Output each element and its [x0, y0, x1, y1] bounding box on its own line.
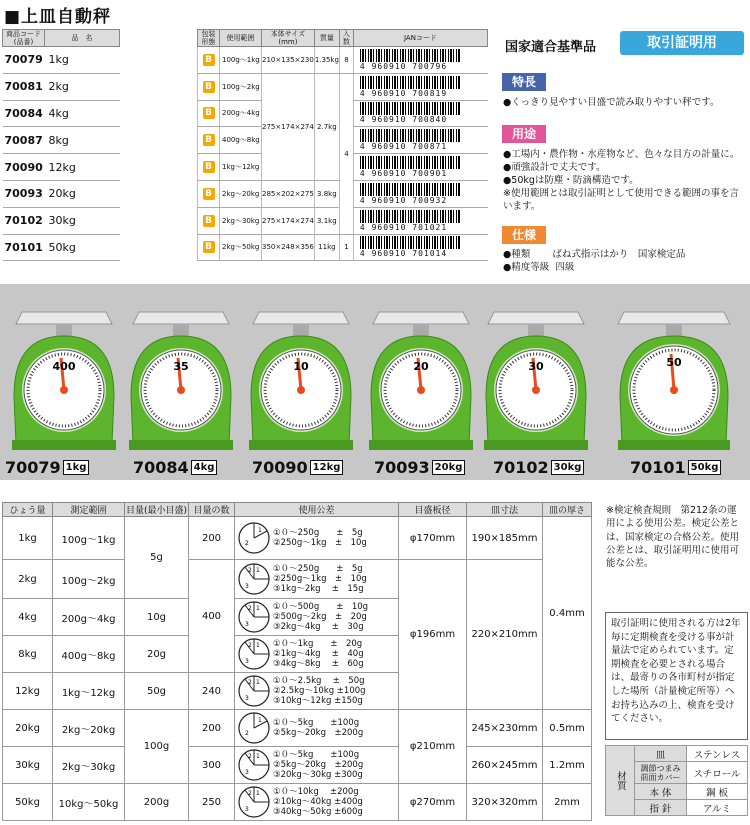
capacity: 4kg [3, 599, 53, 636]
division-count: 240 [189, 673, 235, 710]
division-count: 200 [189, 517, 235, 560]
measure-range: 400g〜8kg [53, 636, 125, 673]
tolerance-line: ②250g〜1kg ± 10g [273, 574, 367, 584]
material-value: アルミ [687, 800, 748, 816]
product-name: 4kg [45, 100, 120, 127]
tolerance-row [3, 710, 592, 747]
product-name: 8kg [45, 127, 120, 154]
col-measure-range: 測定範囲 [53, 503, 125, 517]
tolerance-line: ①０〜500g ± 10g [273, 602, 369, 612]
box-icon: B [203, 134, 215, 146]
tolerance [235, 636, 399, 673]
jan-prefix: 4 [359, 195, 366, 205]
product-row [3, 154, 120, 181]
tolerance-line: ③1kg〜2kg ± 15g [273, 584, 364, 594]
spec-value: ばね式指示はかり 国家検定品 [552, 249, 686, 260]
features-tag: 特長 [502, 73, 546, 91]
package-cell [198, 127, 220, 154]
tolerance-line: ②5kg〜20kg ±200g [273, 728, 364, 738]
tolerance-line: ②1kg〜4kg ± 40g [273, 649, 364, 659]
product-code: 70102 [3, 207, 45, 234]
jan-number: 960910 701014 [371, 249, 448, 259]
dial-diameter: φ170mm [399, 517, 467, 560]
jan-number: 960910 700840 [371, 115, 448, 125]
tolerance [235, 517, 399, 560]
box-icon: B [203, 54, 215, 66]
jan-code [353, 234, 487, 261]
material-value: スチロール [687, 762, 748, 784]
materials-label: 材質 [606, 746, 635, 816]
tolerance-zone-icon [237, 674, 271, 708]
usage-line: ● 頑強設計で丈夫です。 [503, 161, 748, 174]
svg-text:2: 2 [248, 790, 252, 797]
capacity: 12kg [3, 673, 53, 710]
col-pan-size: 皿寸法 [467, 503, 543, 517]
scale-image [365, 294, 477, 454]
product-name: 1kg [45, 47, 120, 74]
box-icon: B [203, 107, 215, 119]
svg-text:1: 1 [256, 567, 260, 574]
product-name: 30kg [45, 207, 120, 234]
package-cell [198, 180, 220, 207]
tolerance-row [3, 747, 592, 784]
use-range: 2kg〜50kg [220, 234, 262, 261]
barcode-icon [360, 183, 460, 196]
col-package: 包装 形態 [198, 30, 220, 47]
product-name: 20kg [45, 180, 120, 207]
package-cell [198, 73, 220, 100]
col-name: 品 名 [45, 30, 120, 47]
pan-thickness: 2mm [543, 784, 592, 821]
tolerance [235, 560, 399, 599]
use-range: 200g〜4kg [220, 100, 262, 127]
division: 50g [125, 673, 189, 710]
dial-diameter: φ270mm [399, 784, 467, 821]
capacity: 8kg [3, 636, 53, 673]
model-number: 70079 [5, 458, 61, 477]
barcode-icon [360, 156, 460, 169]
product-table [2, 29, 120, 261]
tolerance-line: ③20kg〜30kg ±300g [273, 770, 363, 780]
tolerance-table [2, 502, 592, 821]
barcode-icon [360, 236, 460, 249]
box-icon: B [203, 215, 215, 227]
svg-text:3: 3 [245, 583, 249, 590]
tolerance [235, 710, 399, 747]
tolerance-zone-icon [237, 748, 271, 782]
model-number: 70101 [630, 458, 686, 477]
jan-number: 960910 700901 [371, 169, 448, 179]
product-code: 70101 [3, 234, 45, 261]
features-text [503, 96, 748, 109]
svg-text:3: 3 [245, 621, 249, 628]
svg-text:3: 3 [245, 769, 249, 776]
tolerance-row [3, 517, 592, 560]
feature-line: ● くっきり見やすい目盛で読み取りやすい秤です。 [503, 96, 748, 109]
svg-text:1: 1 [256, 679, 260, 686]
quantity: 4 [339, 73, 353, 234]
body-size: 275×174×274 [262, 73, 315, 180]
inspection-note: 取引証明に使用される方は2年毎に定期検査を受ける事が計量法で定められています。定期検査を必要とされる場合は、最寄りの各市町村が指定した場所（計量検定所等）へお持ち込みの上、検査を受けてください。 [605, 612, 748, 740]
svg-text:1: 1 [256, 790, 260, 797]
product-code: 70093 [3, 180, 45, 207]
tolerance-line: ②250g〜1kg ± 10g [273, 538, 367, 548]
usage-tag: 用途 [502, 125, 546, 143]
jan-prefix: 4 [359, 142, 366, 152]
product-code: 70079 [3, 47, 45, 74]
spec-row [198, 73, 488, 100]
mass: 2.7kg [314, 73, 339, 180]
division-count: 300 [189, 747, 235, 784]
model-number: 70084 [133, 458, 189, 477]
col-mass: 質量 [314, 30, 339, 47]
model-label [133, 458, 217, 477]
mass: 3.8kg [314, 180, 339, 207]
pan-thickness: 0.5mm [543, 710, 592, 747]
capacity-badge: 4kg [191, 460, 218, 475]
tolerance-line: ①０〜1kg ± 20g [273, 639, 363, 649]
capacity-badge: 50kg [688, 460, 722, 475]
division-count: 250 [189, 784, 235, 821]
capacity-badge: 30kg [551, 460, 585, 475]
package-cell [198, 154, 220, 181]
package-cell [198, 100, 220, 127]
dial-number: 30 [528, 360, 544, 373]
jan-code [353, 100, 487, 127]
jan-code [353, 154, 487, 181]
tolerance-zone-icon [237, 600, 271, 634]
product-row [3, 100, 120, 127]
svg-text:1: 1 [256, 753, 260, 760]
box-icon: B [203, 161, 215, 173]
pan-thickness: 1.2mm [543, 747, 592, 784]
product-code: 70090 [3, 154, 45, 181]
body-size: 350×248×356 [262, 234, 315, 261]
tolerance-line: ①０〜5kg ±100g [273, 718, 360, 728]
svg-text:1: 1 [256, 642, 260, 649]
col-pan-thickness: 皿の厚さ [543, 503, 592, 517]
dial-diameter: φ210mm [399, 710, 467, 784]
pan-size: 245×230mm [467, 710, 543, 747]
product-code: 70081 [3, 73, 45, 100]
capacity-badge: 20kg [432, 460, 466, 475]
tolerance-note: ※検定検査規則 第212条の運用による使用公差。検定公差とは、国家検定の合格公差。使用公差とは、取引証明用に使用可能な公差。 [606, 505, 740, 570]
quantity: 1 [339, 234, 353, 261]
measure-range: 2kg〜20kg [53, 710, 125, 747]
jan-prefix: 4 [359, 222, 366, 232]
page-title: ■上皿自動秤 [4, 7, 112, 27]
tolerance-row [3, 784, 592, 821]
tolerance [235, 747, 399, 784]
material-key: 本 体 [635, 784, 687, 800]
dial-number: 10 [293, 360, 309, 373]
product-code: 70084 [3, 100, 45, 127]
jan-number: 960910 700932 [371, 195, 448, 205]
dial-number: 20 [413, 360, 429, 373]
jan-number: 960910 700796 [371, 61, 448, 71]
jan-prefix: 4 [359, 115, 366, 125]
tolerance-line: ①０〜250g ± 5g [273, 528, 363, 538]
box-icon: B [203, 241, 215, 253]
jan-prefix: 4 [359, 88, 366, 98]
capacity: 20kg [3, 710, 53, 747]
svg-text:1: 1 [256, 605, 260, 612]
division: 10g [125, 599, 189, 636]
model-label [630, 458, 721, 477]
svg-text:2: 2 [245, 730, 249, 737]
capacity: 50kg [3, 784, 53, 821]
product-row [3, 234, 120, 261]
svg-text:3: 3 [245, 658, 249, 665]
material-value: 鋼 板 [687, 784, 748, 800]
jan-number: 960910 701021 [371, 222, 448, 232]
col-jan: JANコード [353, 30, 487, 47]
jan-number: 960910 700871 [371, 142, 448, 152]
material-value: ステンレス [687, 746, 748, 762]
division: 200g [125, 784, 189, 821]
tolerance [235, 599, 399, 636]
col-size: 本体サイズ (mm) [262, 30, 315, 47]
product-row [3, 47, 120, 74]
col-range: 使用範囲 [220, 30, 262, 47]
product-row [3, 207, 120, 234]
tolerance-zone-icon [237, 711, 271, 745]
material-key: 皿 [635, 746, 687, 762]
division-count: 200 [189, 710, 235, 747]
barcode-icon [360, 102, 460, 115]
use-range: 100g〜2kg [220, 73, 262, 100]
product-name: 2kg [45, 73, 120, 100]
measure-range: 100g〜1kg [53, 517, 125, 560]
capacity: 1kg [3, 517, 53, 560]
model-label [374, 458, 465, 477]
tolerance [235, 784, 399, 821]
model-number: 70090 [252, 458, 308, 477]
pan-size: 220×210mm [467, 560, 543, 710]
material-key: 指 針 [635, 800, 687, 816]
product-row [3, 180, 120, 207]
box-icon: B [203, 188, 215, 200]
mass: 3.1kg [314, 207, 339, 234]
product-name: 12kg [45, 154, 120, 181]
box-icon: B [203, 81, 215, 93]
measure-range: 200g〜4kg [53, 599, 125, 636]
col-code: 商品コード (品番) [3, 30, 45, 47]
model-label [493, 458, 584, 477]
svg-text:2: 2 [248, 642, 252, 649]
measure-range: 100g〜2kg [53, 560, 125, 599]
scale-image [125, 294, 237, 454]
measure-range: 1kg〜12kg [53, 673, 125, 710]
standard-label: 国家適合基準品 [505, 40, 597, 55]
jan-code [353, 47, 487, 74]
capacity-badge: 12kg [310, 460, 344, 475]
col-division: 目量(最小目盛) [125, 503, 189, 517]
model-number: 70102 [493, 458, 549, 477]
svg-text:3: 3 [245, 806, 249, 813]
tolerance-line: ①０〜250g ± 5g [273, 564, 363, 574]
tolerance-line: ②5kg〜20kg ±200g [273, 760, 364, 770]
division-count: 400 [189, 560, 235, 673]
col-tolerance: 使用公差 [235, 503, 399, 517]
col-dial-diameter: 目盛板径 [399, 503, 467, 517]
dial-diameter: φ196mm [399, 560, 467, 710]
spec-table [197, 29, 488, 261]
model-label [252, 458, 343, 477]
barcode-icon [360, 76, 460, 89]
usage-line: ● 工場内・農作物・水産物など、色々な目方の計量に。 [503, 148, 748, 161]
tolerance-line: ①０〜10kg ±200g [273, 787, 359, 797]
scale-image [610, 294, 738, 454]
pan-thickness: 0.4mm [543, 517, 592, 710]
jan-code [353, 73, 487, 100]
svg-text:1: 1 [258, 527, 262, 534]
use-range: 1kg〜12kg [220, 154, 262, 181]
pan-size: 320×320mm [467, 784, 543, 821]
certification-badge: 取引証明用 [620, 31, 744, 55]
product-name: 50kg [45, 234, 120, 261]
package-cell [198, 207, 220, 234]
use-range: 2kg〜30kg [220, 207, 262, 234]
tolerance-line: ③2kg〜4kg ± 30g [273, 622, 364, 632]
jan-code [353, 180, 487, 207]
tolerance-line: ③10kg〜12kg ±150g [273, 696, 363, 706]
jan-prefix: 4 [359, 61, 366, 71]
tolerance-line: ③4kg〜8kg ± 60g [273, 659, 364, 669]
tolerance-zone-icon [237, 521, 271, 555]
tolerance-line: ②500g〜2kg ± 20g [273, 612, 367, 622]
tolerance-zone-icon [237, 637, 271, 671]
jan-prefix: 4 [359, 169, 366, 179]
mass: 1.35kg [314, 47, 339, 74]
usage-note: ※使用範囲とは取引証明として使用できる範囲の事を言います。 [503, 188, 739, 212]
tolerance-zone-icon [237, 785, 271, 819]
capacity: 2kg [3, 560, 53, 599]
spec-key: ● 精度等級 [503, 262, 549, 273]
scale-image [245, 294, 357, 454]
barcode-icon [360, 49, 460, 62]
model-label [5, 458, 89, 477]
product-row [3, 127, 120, 154]
tolerance-line: ①０〜5kg ±100g [273, 750, 360, 760]
tolerance-line: ②2.5kg〜10kg ±100g [273, 686, 366, 696]
specs-tag: 仕様 [502, 226, 546, 244]
spec-row [198, 234, 488, 261]
barcode-icon [360, 129, 460, 142]
tolerance-row [3, 560, 592, 599]
dial-number: 35 [173, 360, 189, 373]
materials-table [605, 745, 748, 816]
package-cell [198, 234, 220, 261]
dial-number: 400 [52, 360, 76, 373]
body-size: 285×202×275 [262, 180, 315, 207]
quantity: 8 [339, 47, 353, 74]
scale-image [480, 294, 592, 454]
spec-key: ● 種類 [503, 249, 530, 260]
pan-size: 190×185mm [467, 517, 543, 560]
mass: 11kg [314, 234, 339, 261]
body-size: 275×174×274 [262, 207, 315, 234]
barcode-icon [360, 210, 460, 223]
jan-code [353, 207, 487, 234]
col-division-count: 目量の数 [189, 503, 235, 517]
tolerance-line: ②10kg〜40kg ±400g [273, 797, 363, 807]
spec-row [198, 47, 488, 74]
material-key: 調節つまみ 前面カバー [635, 762, 687, 784]
jan-prefix: 4 [359, 249, 366, 259]
product-row [3, 73, 120, 100]
svg-text:2: 2 [248, 605, 252, 612]
tolerance-zone-icon [237, 562, 271, 596]
measure-range: 10kg〜50kg [53, 784, 125, 821]
pan-size: 260×245mm [467, 747, 543, 784]
division: 100g [125, 710, 189, 784]
usage-line: ● 50kgは防塵・防滴構造です。 [503, 174, 748, 187]
svg-text:2: 2 [245, 540, 249, 547]
usage-text [503, 148, 748, 213]
division: 5g [125, 517, 189, 599]
svg-text:1: 1 [258, 717, 262, 724]
col-capacity: ひょう量 [3, 503, 53, 517]
col-qty: 入数 [339, 30, 353, 47]
specs-text [503, 248, 748, 274]
use-range: 100g〜1kg [220, 47, 262, 74]
jan-number: 960910 700819 [371, 88, 448, 98]
dial-number: 50 [666, 356, 682, 369]
tolerance-line: ③40kg〜50kg ±600g [273, 807, 363, 817]
svg-text:2: 2 [248, 753, 252, 760]
use-range: 2kg〜20kg [220, 180, 262, 207]
body-size: 210×135×230 [262, 47, 315, 74]
package-cell [198, 47, 220, 74]
tolerance [235, 673, 399, 710]
capacity: 30kg [3, 747, 53, 784]
division: 20g [125, 636, 189, 673]
model-number: 70093 [374, 458, 430, 477]
scale-image [8, 294, 120, 454]
jan-code [353, 127, 487, 154]
measure-range: 2kg〜30kg [53, 747, 125, 784]
tolerance-line: ①０〜2.5kg ± 50g [273, 676, 365, 686]
spec-value: 四級 [555, 262, 575, 273]
svg-text:3: 3 [245, 695, 249, 702]
product-code: 70087 [3, 127, 45, 154]
svg-text:2: 2 [248, 567, 252, 574]
capacity-badge: 1kg [63, 460, 90, 475]
use-range: 400g〜8kg [220, 127, 262, 154]
svg-text:2: 2 [248, 679, 252, 686]
